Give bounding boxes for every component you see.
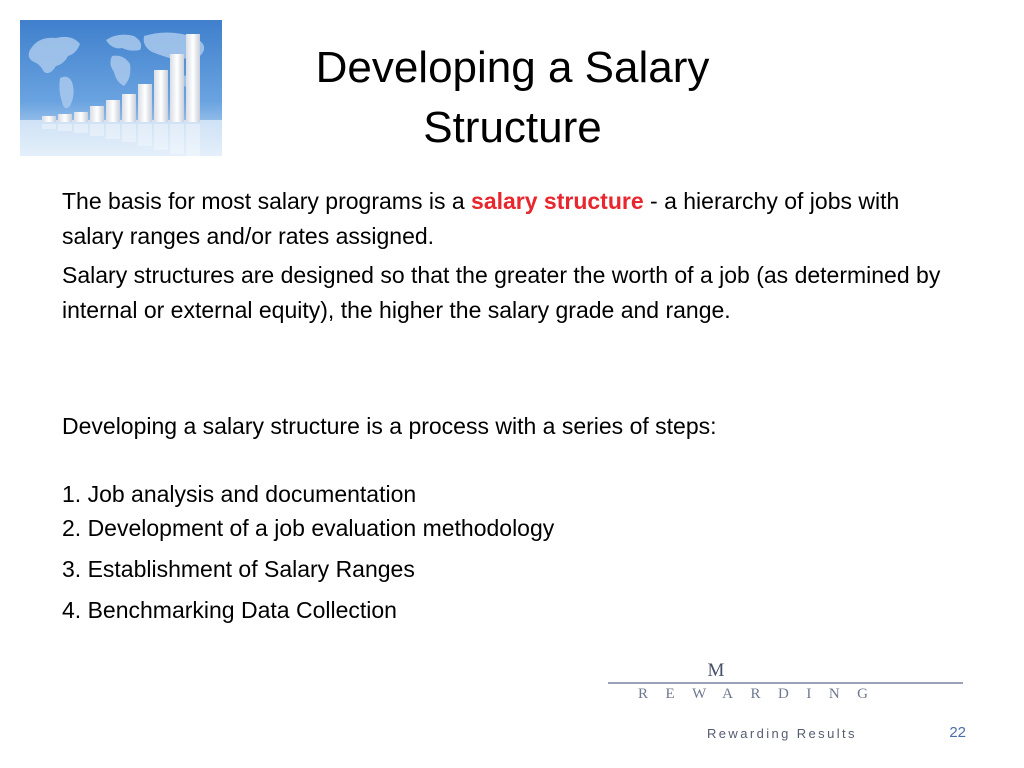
logo-wordmark: REWARDING bbox=[638, 686, 886, 702]
paragraph-text: - a hierarchy of jobs with salary ranges and/or rates assigned. bbox=[62, 188, 900, 249]
page-number: 22 bbox=[949, 724, 966, 741]
title-line-2: Structure bbox=[423, 103, 602, 152]
paragraph-salary-basis bbox=[62, 184, 962, 254]
logo-tagline: Rewarding Results bbox=[707, 726, 857, 741]
paragraph-process-intro: Developing a salary structure is a process with a series of steps: bbox=[62, 413, 717, 439]
step-item: 2. Development of a job evaluation methodology bbox=[62, 515, 555, 541]
slide-title bbox=[240, 38, 785, 158]
paragraph-text: The basis for most salary programs is a bbox=[62, 188, 472, 214]
world-map-bar-chart-icon bbox=[20, 20, 222, 156]
title-line-1: Developing a Salary bbox=[315, 43, 710, 92]
company-logo bbox=[608, 662, 963, 752]
step-item: 3. Establishment of Salary Ranges bbox=[62, 556, 415, 582]
logo-divider bbox=[608, 682, 963, 684]
step-item: 1. Job analysis and documentation bbox=[62, 481, 417, 507]
highlighted-term: salary structure bbox=[471, 188, 644, 214]
logo-mark: M bbox=[707, 660, 725, 681]
step-item: 4. Benchmarking Data Collection bbox=[62, 597, 397, 623]
paragraph-salary-structures: Salary structures are designed so that the greater the worth of a job (as determined by internal or external equity), the higher the salary grade and range. bbox=[62, 262, 941, 323]
